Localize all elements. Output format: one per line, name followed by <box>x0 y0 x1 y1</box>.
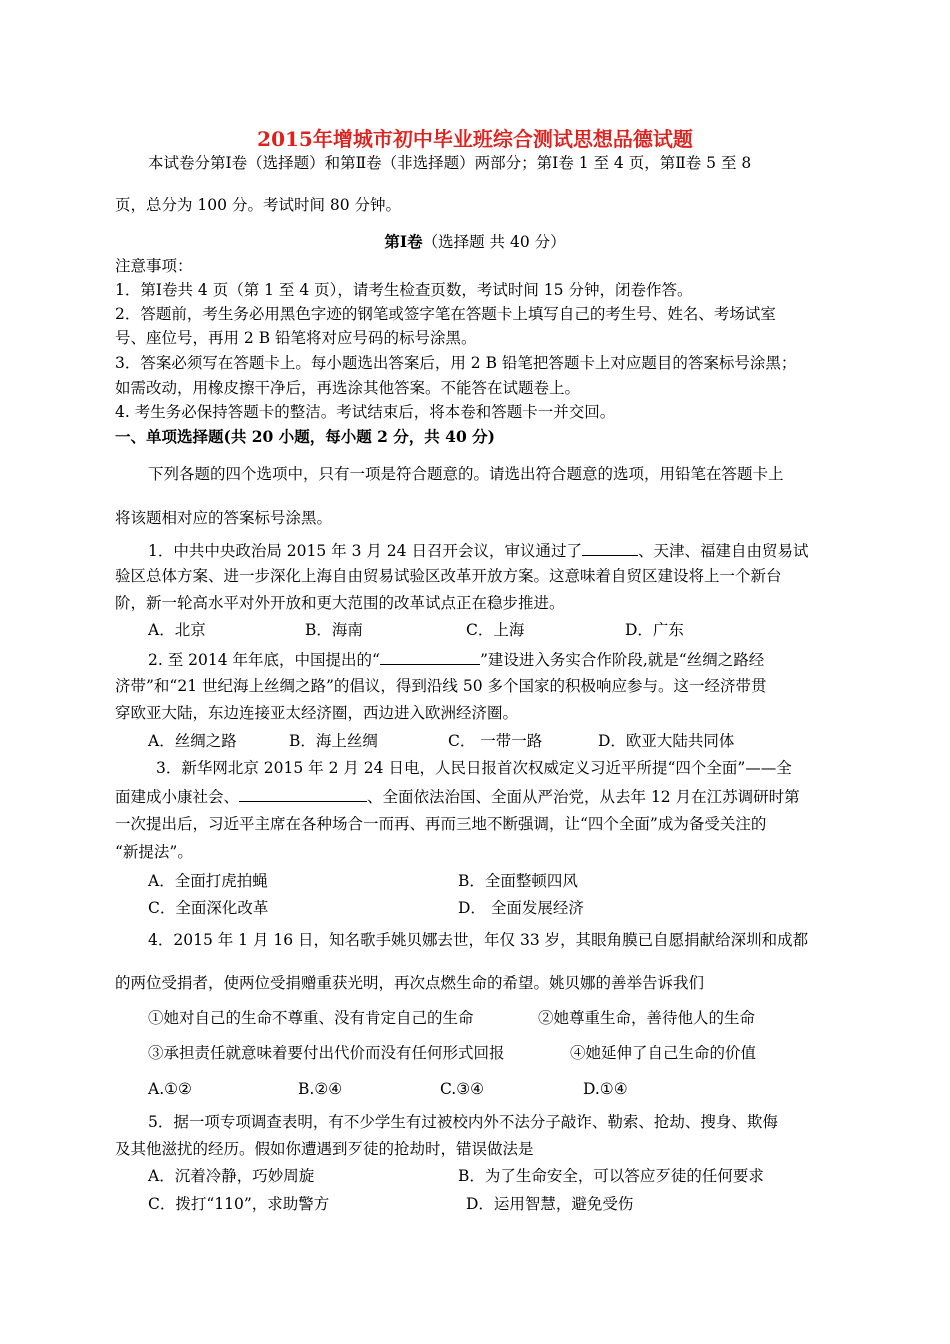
q1-option-b: B．海南 <box>305 621 363 639</box>
q4-option-d: D.①④ <box>583 1080 628 1098</box>
note-1: 1．第Ⅰ卷共 4 页（第 1 至 4 页），请考生检查页数，考试时间 15 分钟，闭卷作答。 <box>115 281 693 299</box>
note-4: 4. 考生务必保持答题卡的整洁。考试结束后，将本卷和答题卡一并交回。 <box>115 403 616 421</box>
intro-line-1: 本试卷分第Ⅰ卷（选择题）和第Ⅱ卷（非选择题）两部分；第Ⅰ卷 1 至 4 页，第Ⅱ卷 5 至 8 <box>148 154 752 172</box>
q4-option-b: B.②④ <box>298 1080 343 1098</box>
q1-line-2: 验区总体方案、进一步深化上海自由贸易试验区改革开放方案。这意味着自贸区建设将上一个新台 <box>115 567 782 585</box>
q3-line-1: 3．新华网北京 2015 年 2 月 24 日电，人民日报首次权威定义习近平所提“四个全面”——全 <box>156 759 792 777</box>
q1-option-a: A．北京 <box>148 621 206 639</box>
q2-line-1 <box>148 649 764 670</box>
q3-line-2-a: 面建成小康社会、 <box>115 788 240 806</box>
section-1-heading: 一、单项选择题(共 20 小题，每小题 2 分，共 40 分) <box>115 427 495 446</box>
q4-statement-4: ④她延伸了自己生命的价值 <box>570 1044 757 1062</box>
q3-option-b: B．全面整顿四风 <box>458 872 578 890</box>
q5-line-1: 5．据一项专项调查表明，有不少学生有过被校内外不法分子敲诈、勒索、抢劫、搜身、欺侮 <box>148 1113 778 1131</box>
q4-statement-2: ②她尊重生命，善待他人的生命 <box>538 1009 756 1027</box>
q1-line-1 <box>148 540 808 561</box>
q2-option-c: C． 一带一路 <box>448 732 543 750</box>
q3-answer-blank <box>239 786 367 802</box>
notes-label: 注意事项： <box>115 257 193 275</box>
q2-option-d: D．欧亚大陆共同体 <box>598 732 735 750</box>
part1-heading-rest: （选择题 共 40 分） <box>422 233 566 251</box>
q2-line-1-a: 2. 至 2014 年年底，中国提出的“ <box>148 651 380 669</box>
q4-line-1: 4．2015 年 1 月 16 日，知名歌手姚贝娜去世，年仅 33 岁，其眼角膜已自愿捐献给深圳和成都 <box>148 931 809 949</box>
q3-line-2 <box>115 786 800 807</box>
q4-option-a: A.①② <box>148 1080 192 1098</box>
section-1-instruction-line-2: 将该题相对应的答案标号涂黑。 <box>115 509 333 527</box>
q5-option-a: A．沉着冷静，巧妙周旋 <box>148 1167 315 1185</box>
q1-line-3: 阶，新一轮高水平对外开放和更大范围的改革试点正在稳步推进。 <box>115 594 565 612</box>
q3-line-3: 一次提出后，习近平主席在各种场合一而再、再而三地不断强调，让“四个全面”成为备受关注的 <box>115 815 767 833</box>
q1-option-d: D．广东 <box>625 621 684 639</box>
section-1-instruction-line-1: 下列各题的四个选项中，只有一项是符合题意的。请选出符合题意的选项，用铅笔在答题卡上 <box>148 465 784 483</box>
q2-line-2: 济带”和“21 世纪海上丝绸之路”的倡议，得到沿线 50 多个国家的积极响应参与。这一经济带贯 <box>115 677 767 695</box>
q4-statement-1: ①她对自己的生命不尊重、没有肯定自己的生命 <box>148 1009 474 1027</box>
q1-line-1-b: 、天津、福建自由贸易试 <box>637 542 809 560</box>
q3-line-4: “新提法”。 <box>115 843 193 861</box>
exam-title: 2015年增城市初中毕业班综合测试思想品德试题 <box>257 127 693 151</box>
q4-option-c: C.③④ <box>440 1080 485 1098</box>
q2-answer-blank <box>380 649 480 665</box>
q2-option-a: A．丝绸之路 <box>148 732 237 750</box>
q4-line-2: 的两位受捐者，使两位受捐赠重获光明，再次点燃生命的希望。姚贝娜的善举告诉我们 <box>115 974 705 992</box>
q1-answer-blank <box>582 540 638 556</box>
part1-heading-bold: 第Ⅰ卷 <box>384 232 423 251</box>
q5-option-c: C．拨打“110”，求助警方 <box>148 1195 330 1213</box>
q3-option-d: D． 全面发展经济 <box>458 899 584 917</box>
note-3-line-1: 3．答案必须写在答题卡上。每小题选出答案后，用 2 B 铅笔把答题卡上对应题目的答案标号涂黑； <box>115 354 797 372</box>
intro-line-2: 页，总分为 100 分。考试时间 80 分钟。 <box>115 196 402 214</box>
q2-option-b: B．海上丝绸 <box>289 732 378 750</box>
q1-line-1-a: 1．中共中央政治局 2015 年 3 月 24 日召开会议，审议通过了 <box>148 542 582 560</box>
part1-heading <box>0 232 950 252</box>
q3-option-c: C．全面深化改革 <box>148 899 269 917</box>
q2-line-3: 穿欧亚大陆，东边连接亚太经济圈，西边进入欧洲经济圈。 <box>115 704 519 722</box>
q3-line-2-b: 、全面依法治国、全面从严治党，从去年 12 月在江苏调研时第 <box>367 788 800 806</box>
q2-line-1-b: ”建设进入务实合作阶段,就是“丝绸之路经 <box>479 651 765 669</box>
q4-statement-3: ③承担责任就意味着要付出代价而没有任何形式回报 <box>148 1044 505 1062</box>
q5-option-d: D．运用智慧，避免受伤 <box>466 1195 634 1213</box>
note-3-line-2: 如需改动，用橡皮擦干净后，再选涂其他答案。不能答在试题卷上。 <box>115 379 581 397</box>
q3-option-a: A．全面打虎拍蝇 <box>148 872 268 890</box>
q5-line-2: 及其他滋扰的经历。假如你遭遇到歹徒的抢劫时，错误做法是 <box>115 1140 534 1158</box>
q5-option-b: B．为了生命安全，可以答应歹徒的任何要求 <box>458 1167 764 1185</box>
note-2-line-1: 2．答题前，考生务必用黑色字迹的钢笔或签字笔在答题卡上填写自己的考生号、姓名、考场试室 <box>115 305 776 323</box>
q1-option-c: C．上海 <box>466 621 525 639</box>
note-2-line-2: 号、座位号，再用 2 B 铅笔将对应号码的标号涂黑。 <box>115 329 477 347</box>
